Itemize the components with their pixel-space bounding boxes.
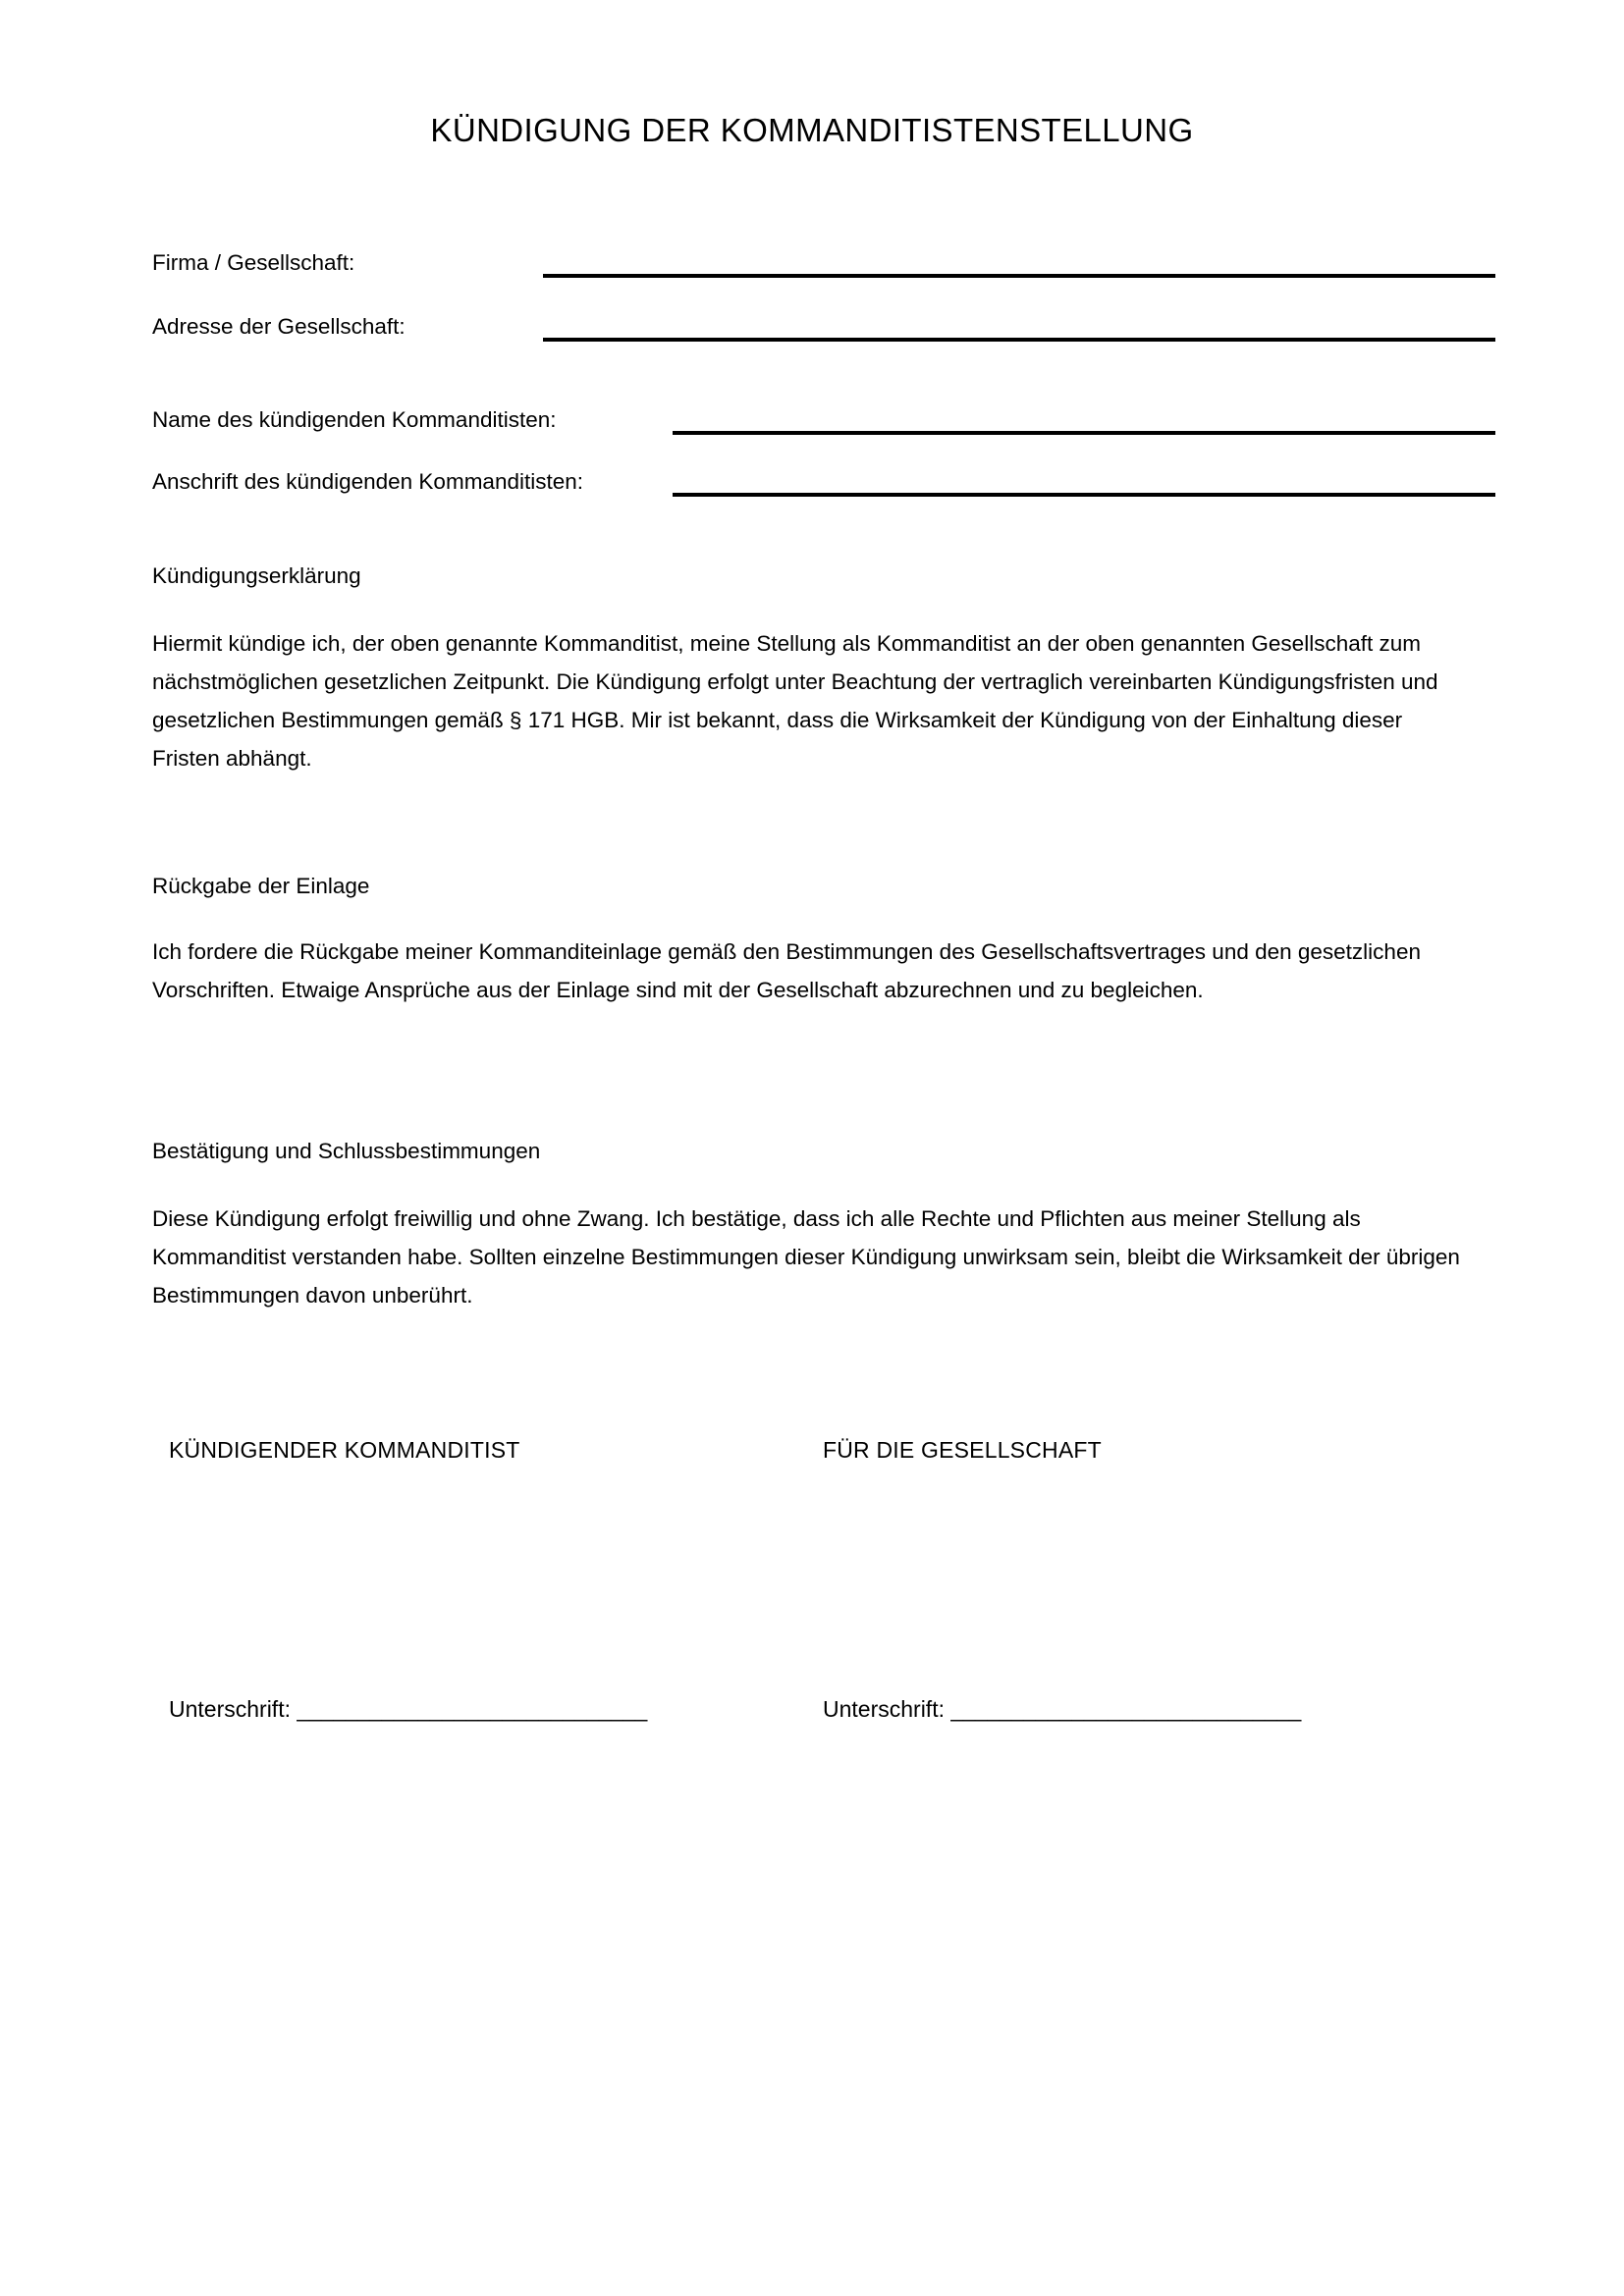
signature-party-heading-kommanditist: KÜNDIGENDER KOMMANDITIST [169, 1437, 520, 1463]
section-body-bestaetigung-und-schlussbestimmungen: Diese Kündigung erfolgt freiwillig und ohne Zwang. Ich bestätige, dass ich alle Rechte und Pflichten aus meiner Stellung als Kommanditist verstanden habe. Sollten einzelne Bestimmungen dieser Kündigung unwirksam sein, bleibt die Wirksamkeit der übrigen Bestimmungen davon unberührt. [152, 1206, 1460, 1308]
section-heading-rueckgabe-der-einlage: Rückgabe der Einlage [152, 874, 370, 898]
field-label-firma: Firma / Gesellschaft: [152, 250, 355, 275]
form-row-anschrift-kommanditist [152, 469, 1495, 499]
section-heading-kuendigungserklaerung: Kündigungserklärung [152, 563, 361, 588]
field-label-anschrift-kommanditist: Anschrift des kündigenden Kommanditisten: [152, 469, 584, 494]
field-input-firma[interactable] [543, 274, 1495, 278]
signature-label-gesellschaft: Unterschrift: [823, 1696, 951, 1722]
section-heading-bestaetigung-und-schlussbestimmungen: Bestätigung und Schlussbestimmungen [152, 1139, 541, 1163]
field-input-adresse[interactable] [543, 338, 1495, 342]
signature-label-kommanditist: Unterschrift: [169, 1696, 298, 1722]
field-label-name-kommanditist: Name des kündigenden Kommanditisten: [152, 407, 557, 432]
signature-row-gesellschaft [823, 1694, 1301, 1724]
signature-party-heading-gesellschaft: FÜR DIE GESELLSCHAFT [823, 1437, 1102, 1463]
form-row-adresse [152, 314, 1495, 344]
signature-row-kommanditist [169, 1694, 647, 1724]
form-row-name-kommanditist [152, 407, 1495, 437]
signature-field-gesellschaft[interactable]: _____________________________ [950, 1696, 1301, 1722]
field-input-anschrift-kommanditist[interactable] [673, 493, 1495, 497]
section-body-kuendigungserklaerung: Hiermit kündige ich, der oben genannte Kommanditist, meine Stellung als Kommanditist an der oben genannten Gesellschaft zum nächstmöglichen gesetzlichen Zeitpunkt. Die Kündigung erfolgt unter Beachtung der vertraglich vereinbarten Kündigungsfristen und gesetzlichen Bestimmungen gemäß § 171 HGB. Mir ist bekannt, dass die Wirksamkeit der Kündigung von der Einhaltung dieser Fristen abhängt. [152, 631, 1438, 771]
signature-field-kommanditist[interactable]: _____________________________ [297, 1696, 647, 1722]
form-row-firma [152, 250, 1495, 280]
section-body-rueckgabe-der-einlage: Ich fordere die Rückgabe meiner Kommanditeinlage gemäß den Bestimmungen des Gesellschaftsvertrages und den gesetzlichen Vorschriften. Etwaige Ansprüche aus der Einlage sind mit der Gesellschaft abzurechnen und zu begleichen. [152, 939, 1421, 1002]
field-input-name-kommanditist[interactable] [673, 431, 1495, 435]
field-label-adresse: Adresse der Gesellschaft: [152, 314, 406, 339]
page-title: KÜNDIGUNG DER KOMMANDITISTENSTELLUNG [430, 112, 1194, 148]
